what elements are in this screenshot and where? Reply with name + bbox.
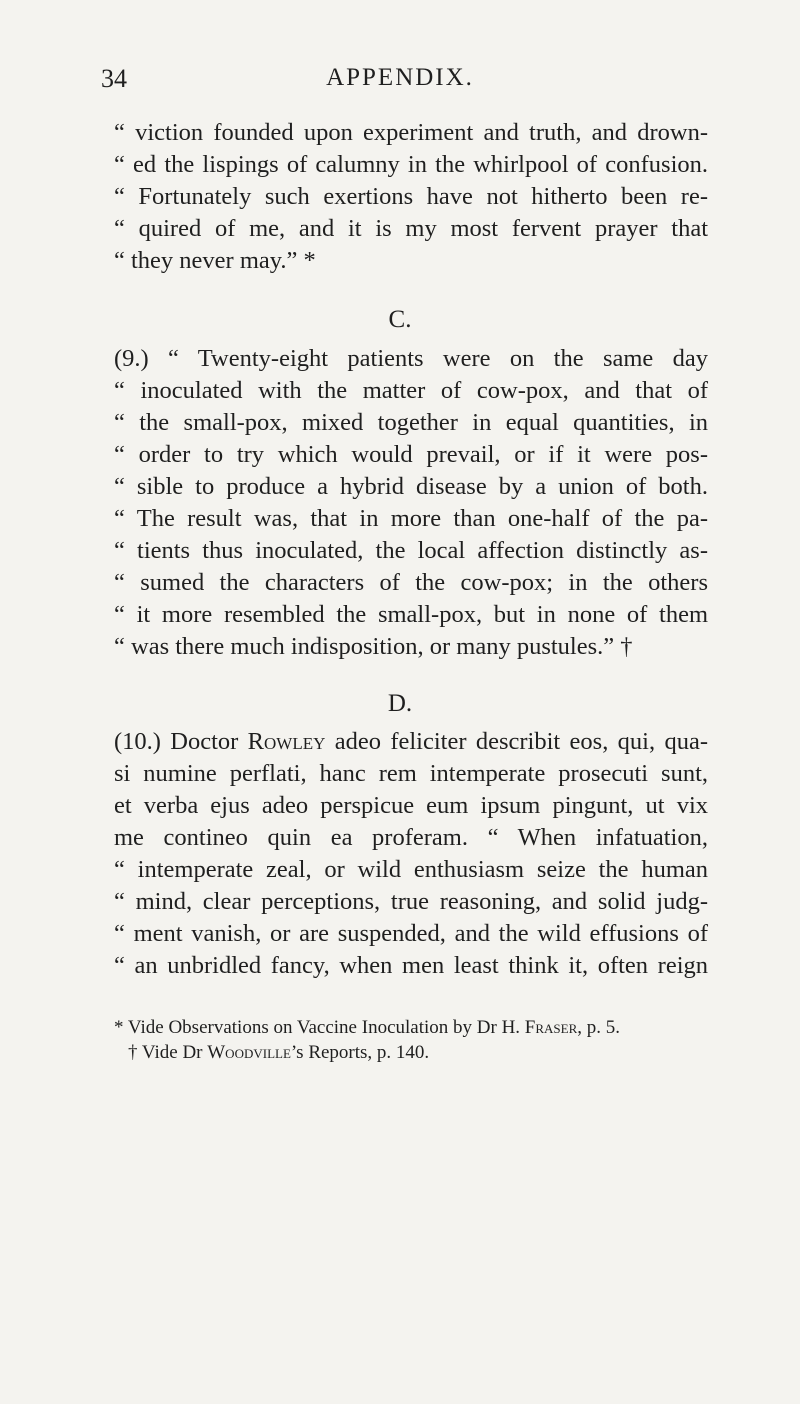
page-header bbox=[0, 64, 800, 104]
text-line: “ ment vanish, or are suspended, and the wild effusions of bbox=[114, 920, 708, 947]
footnote-text: * Vide Observations on Vaccine Inoculation by Dr H. bbox=[114, 1017, 525, 1038]
section-heading-d: D. bbox=[387, 690, 413, 717]
running-head: APPENDIX. bbox=[326, 64, 474, 91]
text-line: “ an unbridled fancy, when men least think it, often reign bbox=[114, 952, 708, 979]
text-line: me contineo quin ea proferam. “ When infatuation, bbox=[114, 824, 708, 851]
text-line: “ intemperate zeal, or wild enthusiasm seize the human bbox=[114, 856, 708, 883]
text-line: “ mind, clear perceptions, true reasoning, and solid judg- bbox=[114, 888, 708, 915]
text-line: “ Fortunately such exertions have not hitherto been re- bbox=[114, 183, 708, 210]
text-line: “ The result was, that in more than one-half of the pa- bbox=[114, 505, 708, 532]
text-line: si numine perflati, hanc rem intemperate prosecuti sunt, bbox=[114, 760, 708, 787]
line-lead: (10.) Doctor bbox=[114, 728, 248, 755]
footnote-author: Woodville bbox=[207, 1042, 291, 1063]
text-line: “ they never may.” * bbox=[114, 247, 316, 274]
author-name: Rowley bbox=[247, 728, 326, 755]
text-line: “ it more resembled the small-pox, but in none of them bbox=[114, 601, 708, 628]
text-line: “ tients thus inoculated, the local affection distinctly as- bbox=[114, 537, 708, 564]
footnote-text: † Vide Dr bbox=[128, 1042, 208, 1063]
text-line: “ inoculated with the matter of cow-pox, and that of bbox=[114, 377, 708, 404]
footnote-text: , p. 5. bbox=[577, 1017, 621, 1038]
text-line: “ viction founded upon experiment and truth, and drown- bbox=[114, 119, 708, 146]
text-line: “ sible to produce a hybrid disease by a union of both. bbox=[114, 473, 708, 500]
footnote-1 bbox=[114, 1015, 708, 1041]
text-line: “ sumed the characters of the cow-pox; in the others bbox=[114, 569, 708, 596]
section-heading-c: C. bbox=[388, 306, 412, 333]
footnote-2 bbox=[128, 1040, 722, 1066]
page-number: 34 bbox=[101, 64, 127, 93]
text-line: (9.) “ Twenty-eight patients were on the same day bbox=[114, 345, 708, 372]
footnote-text: ’s Reports, p. 140. bbox=[290, 1042, 430, 1063]
footnote-author: Fraser bbox=[524, 1017, 578, 1038]
text-line bbox=[114, 726, 708, 758]
text-line: “ was there much indisposition, or many pustules.” † bbox=[114, 633, 633, 660]
line-rest: adeo feliciter describit eos, qui, qua- bbox=[325, 728, 708, 755]
text-line: “ the small-pox, mixed together in equal quantities, in bbox=[114, 409, 708, 436]
text-line: et verba ejus adeo perspicue eum ipsum pingunt, ut vix bbox=[114, 792, 708, 819]
text-line: “ order to try which would prevail, or if it were pos- bbox=[114, 441, 708, 468]
text-line: “ quired of me, and it is my most fervent prayer that bbox=[114, 215, 708, 242]
text-line: “ ed the lispings of calumny in the whirlpool of confusion. bbox=[114, 151, 708, 178]
